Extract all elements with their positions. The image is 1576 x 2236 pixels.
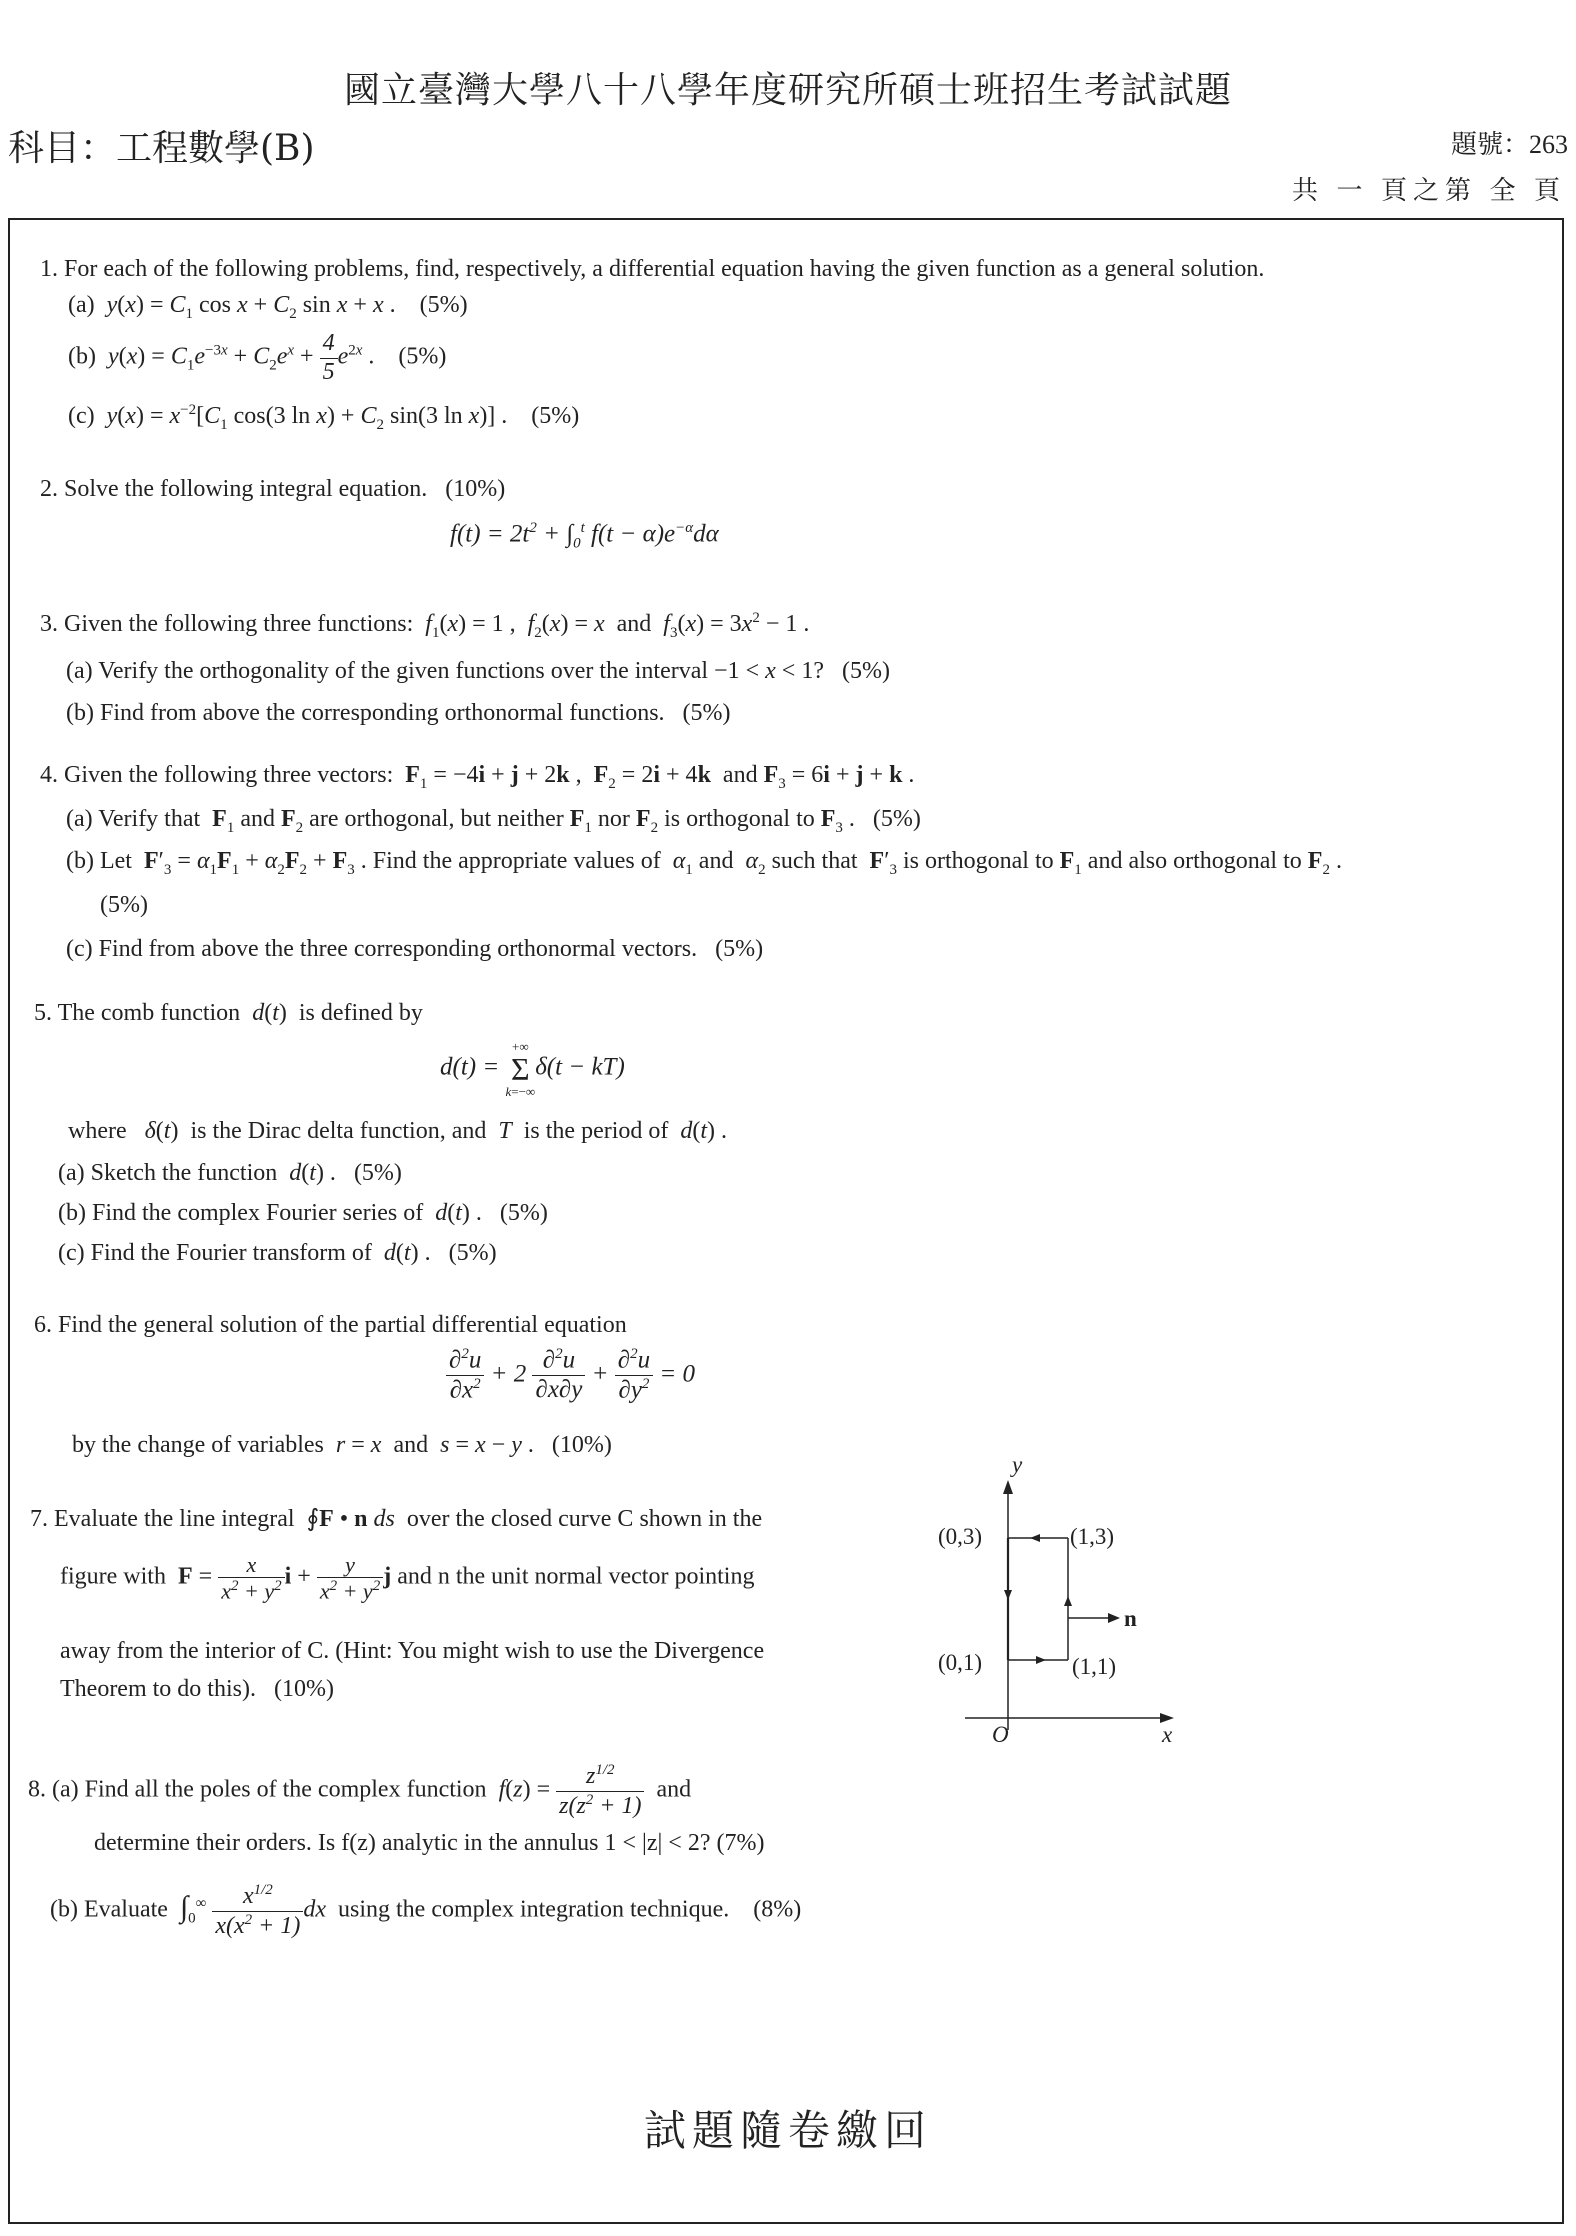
- x-axis-label: x: [1162, 1722, 1173, 1747]
- q2-equation: $f(t) = 2t^2 + \int_0^t$ $f(t - \alpha)e^{-\alpha}d\alpha$: [450, 520, 719, 552]
- q7-line1: 7. Evaluate the line integral ∮F • n ds over the closed curve C shown in the: [30, 1506, 763, 1532]
- q5-a: (a) Sketch the function d(t) . (5%): [58, 1160, 402, 1186]
- question-number: 題號：263: [1450, 130, 1568, 159]
- q5-stem: 5. The comb function d(t) is defined by: [34, 1000, 423, 1026]
- exam-title: 國立臺灣大學八十八學年度研究所碩士班招生考試試題: [343, 70, 1232, 111]
- q8-b: (b) Evaluate $\int_0^\infty$ $\frac{x^{1/2}}{x(x^2 + 1)}$ dx using the complex integration technique. (8%): [50, 1882, 802, 1939]
- q4-c: (c) Find from above the three corresponding orthonormal vectors. (5%): [66, 936, 764, 962]
- y-axis-label: y: [1012, 1452, 1023, 1477]
- origin-label: O: [992, 1722, 1009, 1747]
- q3-stem: 3. Given the following three functions: $f_1(x) = 1$ , $f_2(x) = x$ and $f_3(x) = 3x^2 - 1$ .: [40, 610, 810, 641]
- q1-a: (a) $y(x) = C_1$ $\cos x + C_2$ sin x + x . (5%): [68, 292, 468, 322]
- q7-line4: Theorem to do this). (10%): [60, 1676, 334, 1702]
- subject-label: 科目：工程數學(B): [8, 128, 315, 169]
- point-0-1-label: (0,1): [938, 1650, 983, 1675]
- q4-b-points: (5%): [100, 892, 148, 918]
- q8-a-line2: determine their orders. Is f(z) analytic in the annulus 1 < |z| < 2? (7%): [94, 1830, 765, 1856]
- q5-b: (b) Find the complex Fourier series of d(t) . (5%): [58, 1200, 548, 1226]
- q7-line3: away from the interior of C. (Hint: You might wish to use the Divergence: [60, 1638, 765, 1664]
- q6-change: by the change of variables r = x and s = x − y . (10%): [72, 1432, 612, 1458]
- point-0-3-label: (0,3): [938, 1524, 983, 1549]
- page-info: 共 一 頁之第 全 頁: [1291, 176, 1566, 205]
- q6-stem: 6. Find the general solution of the partial differential equation: [34, 1312, 627, 1338]
- q4-a: (a) Verify that $F_1$ and $F_2$ are orthogonal, but neither $F_1$ nor $F_2$ is orthogonal to $F_3$ . (5%): [66, 806, 921, 836]
- q2-stem: 2. Solve the following integral equation. (10%): [40, 476, 506, 502]
- q4-stem: 4. Given the following three vectors: $F_1 = -4i + j + 2k$ , $F_2 = 2i + 4k$ and $F_3 = 6i + j + k$ .: [40, 762, 915, 792]
- q8-a: 8. (a) Find all the poles of the complex function f(z) = $\frac{z^{1/2}}{z(z^2 + 1)}$ and: [28, 1762, 692, 1819]
- q5-where: where δ(t) is the Dirac delta function, and T is the period of d(t) .: [68, 1118, 728, 1144]
- q6-equation: $\frac{\partial^2u}{\partial x^2}$ + 2 $\frac{\partial^2u}{\partial x\partial y}$ + $\frac{\partial^2u}{\partial y^2}$ = 0: [446, 1346, 695, 1405]
- point-1-3-label: (1,3): [1070, 1524, 1115, 1549]
- q1-stem: 1. For each of the following problems, find, respectively, a differential equation having the given function as a general solution.: [40, 256, 1265, 282]
- curve-diagram: [940, 1450, 1200, 1750]
- q5-equation: d(t) = +∞ Σ k=−∞ δ(t − kT): [440, 1039, 625, 1099]
- q7-line2: figure with F = $\frac{x}{x^2 + y^2}$ i + $\frac{y}{x^2 + y^2}$ j and n the unit normal vector pointing: [60, 1552, 755, 1604]
- q1-c: (c) $y(x) = x^{-2}[C_1$ cos(3 $\ln x) + C_2$ sin(3 ln x)] . (5%): [68, 402, 580, 433]
- point-1-1-label: (1,1): [1072, 1654, 1117, 1679]
- q3-b: (b) Find from above the corresponding orthonormal functions. (5%): [66, 700, 731, 726]
- q1-b: (b) $y(x) = C_1e^{-3x} + C_2e^x$ + $\frac{4}{5}$ $e^{2x}$ . (5%): [68, 330, 447, 385]
- q5-c: (c) Find the Fourier transform of d(t) . (5%): [58, 1240, 497, 1266]
- closed-curve-figure: [940, 1450, 1200, 1750]
- normal-vector-label: n: [1124, 1606, 1137, 1631]
- footer-note: 試題隨卷繳回: [643, 2106, 932, 2155]
- q4-b: (b) Let $F'_3 = \alpha_1F_1 + \alpha_2F_2 + F_3$ . Find the appropriate values of $\alpha_1$ and $\alpha_2$ such that $F'_3$ is orthogonal to $F_1$ and also orthogonal to $F_2$ .: [66, 848, 1342, 878]
- q3-a: (a) Verify the orthogonality of the given functions over the interval −1 < x < 1? (5%): [66, 658, 890, 684]
